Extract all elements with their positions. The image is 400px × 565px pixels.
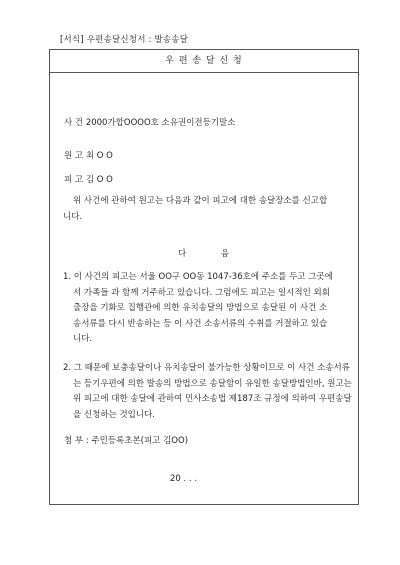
item-2-line: 위 피고에 대한 송달에 관하여 민사소송법 제187조 규정에 의하여 우편송달 bbox=[73, 394, 352, 404]
item-1-line: 송서류를 다시 반송하는 등 이 사건 소송서류의 수취를 거절하고 있습 bbox=[73, 318, 328, 329]
attachment-line: 첨 부 : 주민등록초본(피고 김OO) bbox=[64, 436, 189, 446]
item-1-paragraph bbox=[63, 270, 350, 348]
item-2-line: 을 신청하는 것입니다. bbox=[73, 409, 156, 420]
intro-paragraph bbox=[63, 194, 350, 225]
form-caption: [서식] 우편송달신청서 : 발송송달 bbox=[60, 35, 189, 45]
defendant-line: 피 고 김 O O bbox=[64, 175, 113, 185]
item-1-line: 니다. bbox=[73, 334, 93, 344]
item-2-paragraph bbox=[63, 361, 350, 423]
item-1-line: 1. 이 사건의 피고는 서울 OO구 OO동 1047-36호에 주소를 두고 그곳에 bbox=[63, 272, 333, 282]
document-title: 우 편 송 달 신 청 bbox=[50, 50, 358, 73]
intro-line: 위 사건에 관하여 원고는 다음과 같이 피고에 대한 송달장소를 신고합 bbox=[73, 196, 328, 206]
intro-line: 니다. bbox=[63, 211, 83, 222]
case-line: 사 건 2000가합OOOO호 소유권이전등기말소 bbox=[64, 118, 236, 128]
document-frame bbox=[49, 49, 359, 505]
plaintiff-line: 원 고 최 O O bbox=[64, 151, 113, 161]
date-line: 20 . . . bbox=[170, 474, 198, 484]
section-heading: 다 음 bbox=[177, 249, 231, 259]
item-2-line: 는 등기우편에 의한 발송의 방법으로 송달함이 유일한 송달방법인바, 원고는 bbox=[73, 378, 352, 389]
item-1-line: 서 가족들 과 함께 거주하고 있습니다. 그럼에도 피고는 일시적인 외회 bbox=[73, 287, 330, 298]
item-1-line: 출장을 기화로 집행관에 의한 유치송달의 방법으로 송달된 이 사건 소 bbox=[73, 303, 328, 313]
item-2-line: 2. 그 때문에 보충송달이나 유치송달이 불가능한 상황이므로 이 사건 소송서류 bbox=[63, 363, 350, 373]
